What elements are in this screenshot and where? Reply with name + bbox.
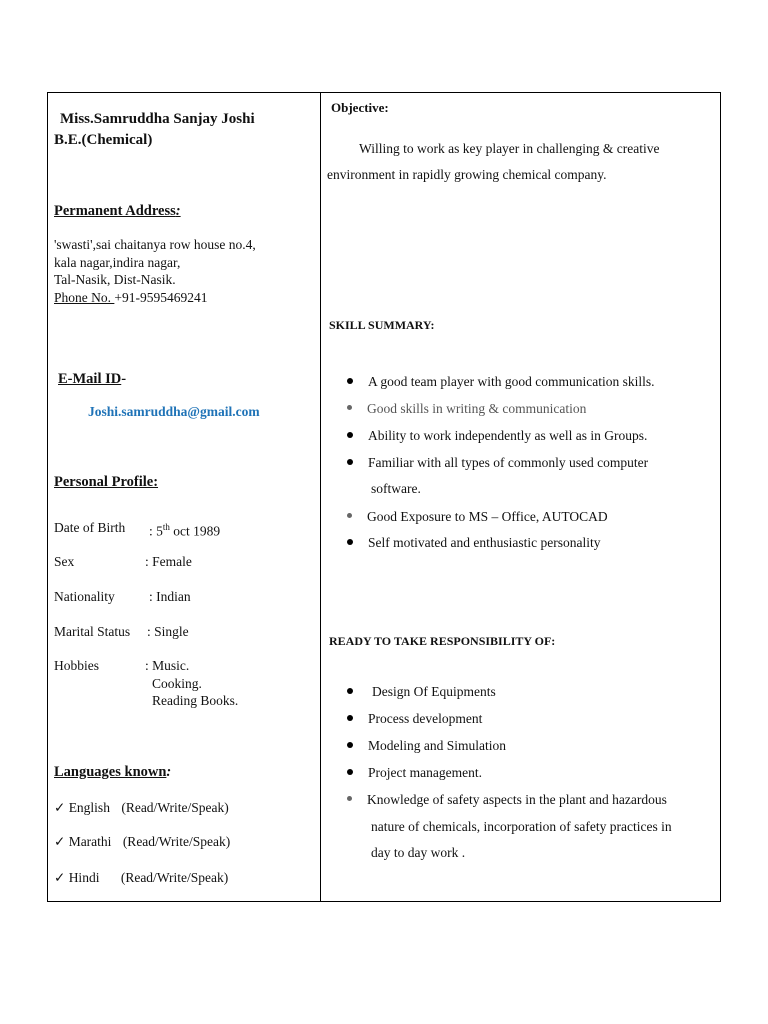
bullet-icon bbox=[347, 769, 353, 775]
skill-item bbox=[347, 455, 648, 471]
bullet-icon bbox=[347, 459, 353, 465]
skill-item bbox=[347, 374, 654, 390]
objective-line: Willing to work as key player in challenging & creative bbox=[359, 141, 660, 156]
address-line: Tal-Nasik, Dist-Nasik. bbox=[54, 272, 176, 287]
email-heading bbox=[58, 371, 126, 388]
responsibility-continuation: day to day work . bbox=[371, 845, 466, 860]
language-name: English bbox=[68, 800, 110, 815]
bullet-icon bbox=[347, 539, 353, 545]
address-heading-colon: : bbox=[175, 203, 181, 219]
skill-text: Ability to work independently as well as in Groups. bbox=[368, 428, 648, 443]
skill-summary-heading: SKILL SUMMARY: bbox=[329, 318, 435, 332]
check-icon: ✓ bbox=[54, 834, 66, 849]
hobby-item: : Music. bbox=[145, 658, 190, 673]
check-icon: ✓ bbox=[54, 870, 66, 885]
skill-item bbox=[347, 428, 647, 444]
dob-prefix: : 5 bbox=[149, 523, 163, 539]
column-divider bbox=[320, 93, 321, 901]
responsibility-text: Project management. bbox=[368, 765, 482, 780]
nationality-label: Nationality bbox=[54, 589, 115, 604]
skill-item bbox=[347, 509, 608, 525]
responsibility-heading: READY TO TAKE RESPONSIBILITY OF: bbox=[329, 634, 556, 648]
bullet-icon bbox=[347, 688, 353, 694]
hobbies-list bbox=[145, 657, 238, 710]
skill-text: Familiar with all types of commonly used computer bbox=[368, 455, 649, 470]
bullet-icon bbox=[347, 378, 353, 384]
hobbies-label: Hobbies bbox=[54, 658, 99, 673]
objective-line: environment in rapidly growing chemical company. bbox=[327, 167, 607, 182]
language-item bbox=[54, 800, 229, 816]
responsibility-item bbox=[347, 711, 482, 727]
personal-profile-heading: Personal Profile: bbox=[54, 474, 159, 490]
objective-heading: Objective: bbox=[331, 100, 389, 115]
address-line: kala nagar,indira nagar, bbox=[54, 254, 181, 270]
phone-value: +91-9595469241 bbox=[114, 289, 208, 305]
responsibility-item bbox=[347, 792, 667, 808]
sex-label: Sex bbox=[54, 554, 75, 569]
bullet-icon bbox=[347, 405, 352, 410]
candidate-degree: B.E.(Chemical) bbox=[54, 132, 153, 148]
dob-rest: oct 1989 bbox=[169, 523, 221, 539]
sex-value: : Female bbox=[145, 554, 192, 569]
language-name: Hindi bbox=[68, 870, 100, 885]
language-name: Marathi bbox=[68, 834, 112, 849]
dob-value bbox=[149, 519, 220, 540]
dob-sup: th bbox=[162, 522, 170, 532]
responsibility-continuation: nature of chemicals, incorporation of safety practices in bbox=[371, 819, 672, 834]
email-link[interactable]: Joshi.samruddha@gmail.com bbox=[88, 404, 260, 419]
responsibility-text: Knowledge of safety aspects in the plant and hazardous bbox=[367, 792, 667, 807]
language-skills: (Read/Write/Speak) bbox=[120, 870, 229, 885]
email-heading-text: E-Mail ID bbox=[58, 371, 122, 387]
skill-item-continuation: software. bbox=[371, 481, 421, 496]
language-skills: (Read/Write/Speak) bbox=[121, 800, 229, 815]
bullet-icon bbox=[347, 796, 352, 801]
resume-frame bbox=[47, 92, 721, 902]
phone-label: Phone No. bbox=[54, 289, 115, 305]
skill-text: A good team player with good communication skills. bbox=[368, 374, 655, 389]
responsibility-text: Modeling and Simulation bbox=[368, 738, 506, 753]
responsibility-item bbox=[347, 738, 506, 754]
hobby-item: Reading Books. bbox=[152, 693, 239, 708]
address-block bbox=[54, 236, 256, 306]
skill-text: Good skills in writing & communication bbox=[367, 401, 587, 416]
hobby-item: Cooking. bbox=[152, 675, 202, 691]
responsibility-item bbox=[347, 765, 482, 781]
language-item bbox=[54, 834, 230, 850]
marital-value: : Single bbox=[147, 624, 189, 639]
bullet-icon bbox=[347, 715, 353, 721]
language-item bbox=[54, 870, 228, 886]
languages-heading-suffix: : bbox=[166, 764, 172, 780]
bullet-icon bbox=[347, 513, 352, 518]
skill-text: Good Exposure to MS – Office, AUTOCAD bbox=[367, 509, 608, 524]
bullet-icon bbox=[347, 432, 353, 438]
languages-heading-text: Languages known bbox=[54, 764, 167, 780]
responsibility-text: Process development bbox=[368, 711, 483, 726]
language-skills: (Read/Write/Speak) bbox=[122, 834, 231, 849]
address-heading bbox=[54, 203, 181, 220]
phone-line bbox=[54, 289, 256, 307]
nationality-value: : Indian bbox=[149, 589, 191, 604]
responsibility-text: Design Of Equipments bbox=[372, 684, 496, 699]
skill-item bbox=[347, 535, 600, 551]
marital-label: Marital Status bbox=[54, 624, 131, 639]
check-icon: ✓ bbox=[54, 800, 66, 815]
candidate-name: Miss.Samruddha Sanjay Joshi bbox=[60, 111, 255, 127]
address-line: 'swasti',sai chaitanya row house no.4, bbox=[54, 237, 256, 252]
bullet-icon bbox=[347, 742, 353, 748]
address-heading-text: Permanent Address bbox=[54, 203, 176, 219]
skill-text: Self motivated and enthusiastic personality bbox=[368, 535, 601, 550]
email-heading-suffix: - bbox=[121, 371, 127, 387]
skill-item bbox=[347, 401, 586, 417]
languages-heading bbox=[54, 764, 171, 781]
dob-label: Date of Birth bbox=[54, 520, 126, 535]
responsibility-item bbox=[347, 684, 496, 700]
